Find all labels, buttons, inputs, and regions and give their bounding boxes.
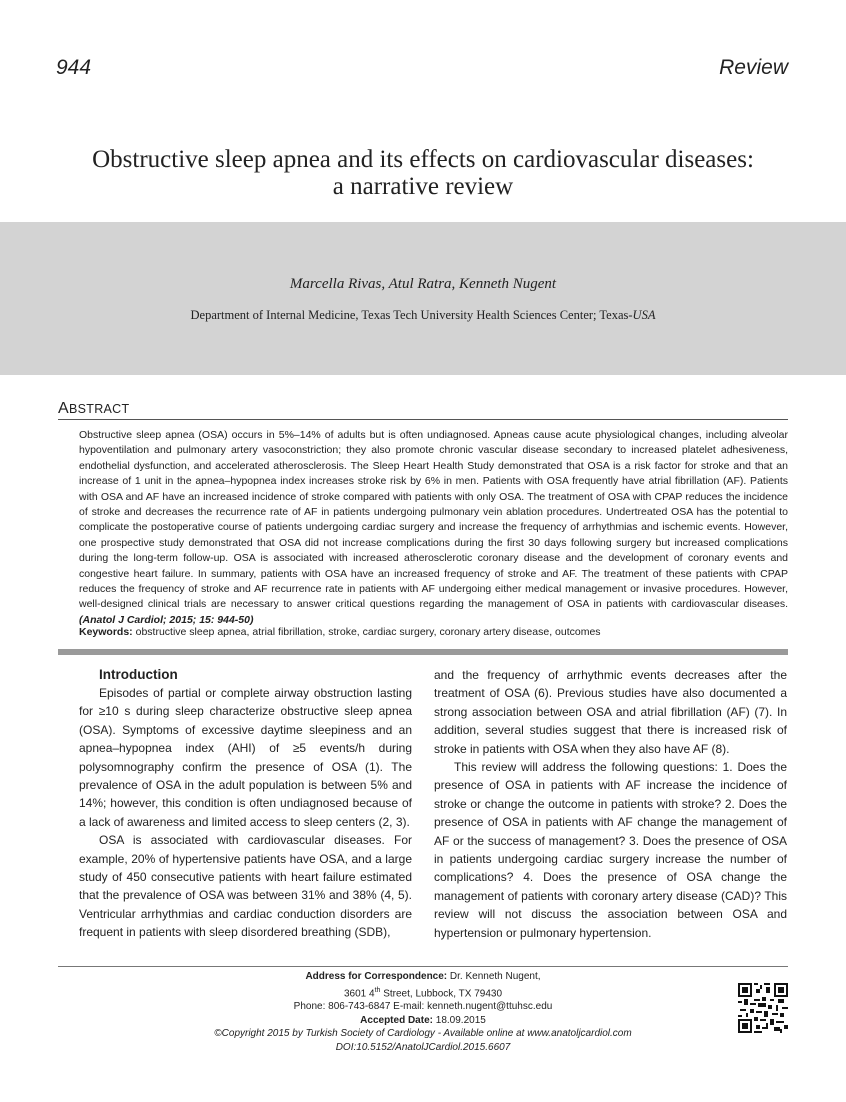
abstract-citation: (Anatol J Cardiol; 2015; 15: 944-50): [79, 613, 254, 626]
keywords-text: obstructive sleep apnea, atrial fibrillation, stroke, cardiac surgery, coronary artery disease, outcomes: [135, 626, 601, 638]
article-title: [60, 146, 786, 200]
paragraph: Episodes of partial or complete airway obstruction lasting for ≥10 s during sleep characterize obstructive sleep apnea (OSA). Symptoms of excessive daytime sleepiness and an apnea–hypopnea index (AHI) of ≥5 events/h during polysomnography confirm the presence of OSA (1). The prevalence of OSA in the adult population is between 5% and 14%; however, this condition is often undiagnosed because of a lack of awareness and limited access to sleep centers (2, 3).: [79, 686, 412, 829]
keywords: [79, 625, 788, 640]
address-superscript: th: [374, 986, 381, 994]
paragraph: OSA is associated with cardiovascular diseases. For example, 20% of hypertensive patients have OSA, and a large study of 450 consecutive patients with heart failure estimated that the prevalence of OSA was between 31% and 38% (4, 5). Ventricular arrhythmias and cardiac conduction disorders are frequent in patients with sleep disordered breathing (SDB),: [79, 833, 412, 940]
left-column: [79, 666, 412, 942]
contact: Phone: 806-743-6847 E-mail: kenneth.nugent@ttuhsc.edu: [293, 1001, 553, 1013]
title-line-1: Obstructive sleep apnea and its effects on cardiovascular diseases:: [92, 146, 754, 173]
correspondence: [100, 970, 746, 984]
title-line-2: a narrative review: [332, 173, 514, 200]
author-band: [0, 222, 846, 375]
footer: [100, 970, 746, 1054]
page-number: 944: [56, 56, 92, 79]
accepted-value: 18.09.2015: [435, 1014, 486, 1026]
affiliation-text: Department of Internal Medicine, Texas Tech University Health Sciences Center; Texas-: [190, 308, 633, 322]
authors: Marcella Rivas, Atul Ratra, Kenneth Nugent: [289, 276, 557, 292]
accepted-label: Accepted Date:: [360, 1014, 433, 1026]
qr-code-icon: [738, 983, 788, 1033]
affiliation: [0, 308, 846, 323]
copyright: ©Copyright 2015 by Turkish Society of Cardiology - Available online at www.anatoljcardiol.com: [214, 1028, 632, 1040]
section-divider: [58, 649, 788, 655]
address: [100, 984, 746, 1001]
affiliation-country: USA: [632, 308, 656, 322]
footer-rule: [58, 966, 788, 967]
abstract-body: [79, 428, 788, 628]
abstract-heading-rest: BSTRACT: [68, 402, 130, 416]
introduction-heading: Introduction: [99, 667, 178, 682]
section-label: Review: [719, 56, 788, 79]
doi: DOI:10.5152/AnatolJCardiol.2015.6607: [335, 1041, 511, 1053]
paragraph: This review will address the following questions: 1. Does the presence of OSA in patients with AF increase the incidence of stroke or change the outcome in patients with stroke? 2. Does the presence of OSA in patients with AF change the management of AF or the success of management? 3. Does the presence of OSA in patients undergoing cardiac surgery increase the number of complications? 4. Does the presence of OSA change the management of patients with coronary artery disease (CAD)? This review will not discuss the association between OSA and hypertension or pulmonary hypertension.: [434, 760, 787, 940]
right-column: [434, 666, 787, 942]
correspondence-name: Dr. Kenneth Nugent,: [449, 971, 541, 982]
keywords-label: Keywords:: [79, 626, 133, 638]
abstract-text: Obstructive sleep apnea (OSA) occurs in 5%–14% of adults but is often undiagnosed. Apneas cause acute physiological changes, including alveolar hypoventilation and pulmonary artery vasoconstriction; they also promote chronic vascular disease secondary to increased platelet adhesiveness, endothelial dysfunction, and accelerated atherosclerosis. The Sleep Heart Health Study demonstrated that OSA is a risk factor for stroke and that an increase of 1 unit in the apnea–hypopnea index increases stroke risk by 6% in men. Patients with OSA frequently have atrial fibrillation (AF). Patients with OSA and AF have an increased incidence of stroke compared with patients with only OSA. The treatment of OSA with CPAP reduces the incidence of stroke and decreases the recurrence rate of AF in patients undergoing pulmonary vein ablation procedures. Undertreated OSA has the potential to complicate the postoperative course of patients undergoing cardiac surgery and increase the frequency of arrhythmias and ischemic events. However, one prospective study demonstrated that OSA did not increase complications during the first 30 days following surgery but increased complications during the long-term follow-up. OSA is associated with increased atherosclerotic coronary disease and the development of coronary events and congestive heart failure. In summary, patients with OSA have an increased frequency of stroke and AF. The treatment of these patients with CPAP reduces the frequency of stroke and AF recurrence rate in patients with AF undergoing either medical management or invasive procedures. However, well-designed clinical trials are necessary to answer critical questions regarding the management of OSA in patients with cardiovascular diseases.: [79, 429, 788, 611]
address-number: 3601 4: [344, 987, 375, 999]
abstract-heading-initial: A: [58, 400, 69, 417]
correspondence-label: Address for Correspondence:: [305, 971, 448, 982]
address-rest: Street, Lubbock, TX 79430: [380, 987, 502, 999]
accepted-date: [100, 1014, 746, 1028]
abstract-rule: [58, 419, 788, 420]
abstract-heading: [58, 400, 129, 418]
paragraph: and the frequency of arrhythmic events decreases after the treatment of OSA (6). Previous studies have also documented a strong association between OSA and atrial fibrillation (AF) (7). In addition, several studies suggest that there is increased risk of stroke in patients with OSA when they also have AF (8).: [434, 668, 787, 756]
